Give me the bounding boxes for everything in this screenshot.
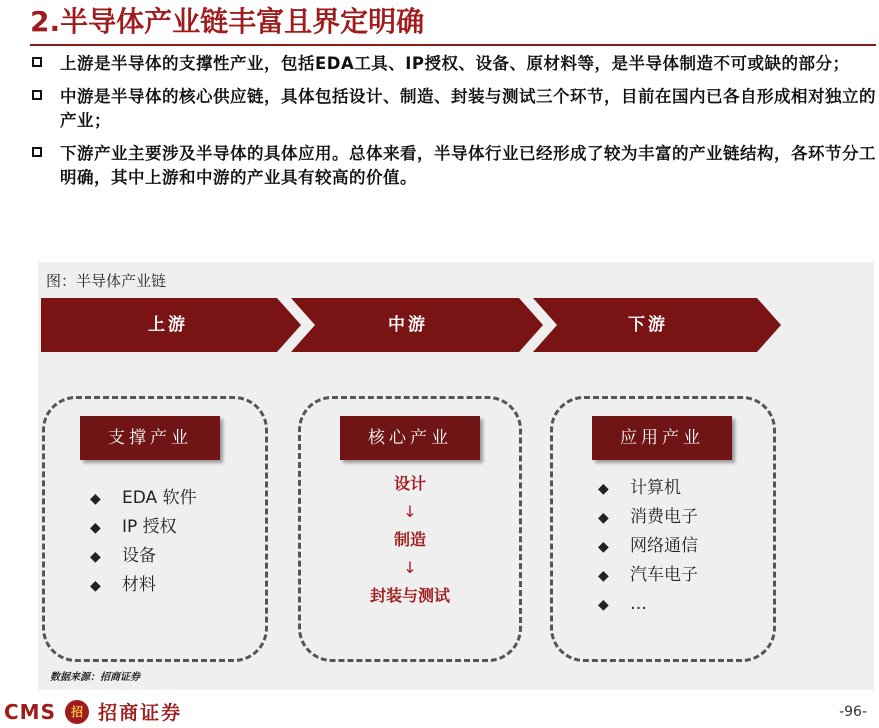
list-item-text: 设备	[122, 546, 156, 566]
flow-step-design: 设计	[393, 474, 426, 493]
diamond-bullet-icon: ◆	[90, 549, 101, 565]
list-item	[90, 542, 197, 571]
diamond-bullet-icon: ◆	[598, 568, 609, 584]
title-divider	[30, 44, 876, 46]
figure-panel	[38, 262, 874, 690]
square-bullet-icon	[32, 90, 42, 100]
bullet-text: 上游是半导体的支撑性产业，包括EDA工具、IP授权、设备、原材料等，是半导体制造不可或缺的部分；	[60, 54, 850, 73]
upstream-label: 支撑产业	[80, 416, 220, 460]
list-item	[598, 474, 698, 503]
data-source: 数据来源：招商证券	[50, 672, 140, 683]
list-item-text: EDA 软件	[122, 488, 197, 508]
diamond-bullet-icon: ◆	[598, 597, 609, 613]
flow-step-manufacturing: 制造	[393, 530, 426, 549]
square-bullet-icon	[32, 147, 42, 157]
midstream-label: 核心产业	[340, 416, 480, 460]
logo-text: CMS	[4, 699, 56, 724]
upstream-list	[90, 484, 197, 600]
list-item-text: 消费电子	[630, 507, 698, 527]
company-name: 招商证券	[98, 702, 183, 724]
list-item-text: 网络通信	[630, 536, 698, 556]
logo-mark-icon: 招	[65, 700, 89, 724]
list-item	[90, 571, 197, 600]
stage-label-midstream: 中游	[388, 315, 428, 335]
page-number: -96-	[839, 704, 867, 720]
figure-caption: 图：半导体产业链	[46, 272, 167, 290]
downstream-label: 应用产业	[592, 416, 732, 460]
list-item-text: IP 授权	[122, 517, 177, 537]
list-item	[90, 484, 197, 513]
stage-label-upstream: 上游	[148, 315, 188, 335]
bullet-list	[30, 52, 876, 199]
list-item	[598, 561, 698, 590]
list-item-text: 计算机	[630, 478, 681, 498]
bullet-text: 中游是半导体的核心供应链，具体包括设计、制造、封装与测试三个环节，目前在国内已各自形成相对独立的产业；	[60, 87, 876, 130]
company-logo	[4, 698, 182, 726]
midstream-flow	[310, 470, 510, 610]
diamond-bullet-icon: ◆	[598, 539, 609, 555]
diamond-bullet-icon: ◆	[598, 481, 609, 497]
flow-step-packaging-testing: 封装与测试	[369, 586, 450, 605]
page-title: 2.半导体产业链丰富且界定明确	[30, 5, 425, 38]
list-item	[90, 513, 197, 542]
bullet-item	[30, 142, 876, 190]
list-item	[598, 503, 698, 532]
list-item-text: 汽车电子	[630, 565, 698, 585]
diamond-bullet-icon: ◆	[90, 491, 101, 507]
diamond-bullet-icon: ◆	[90, 520, 101, 536]
bullet-item	[30, 52, 876, 76]
list-item-text: 材料	[122, 575, 156, 595]
diamond-bullet-icon: ◆	[598, 510, 609, 526]
bullet-text: 下游产业主要涉及半导体的具体应用。总体来看，半导体行业已经形成了较为丰富的产业链结构，各环节分工明确，其中上游和中游的产业具有较高的价值。	[60, 144, 876, 187]
downstream-list	[598, 474, 698, 619]
list-item	[598, 532, 698, 561]
list-item-text: …	[630, 594, 647, 614]
stage-label-downstream: 下游	[628, 315, 668, 335]
down-arrow-icon: ↓	[403, 558, 417, 577]
square-bullet-icon	[32, 57, 42, 67]
bullet-item	[30, 85, 876, 133]
down-arrow-icon: ↓	[403, 502, 417, 521]
list-item	[598, 590, 698, 619]
diamond-bullet-icon: ◆	[90, 578, 101, 594]
